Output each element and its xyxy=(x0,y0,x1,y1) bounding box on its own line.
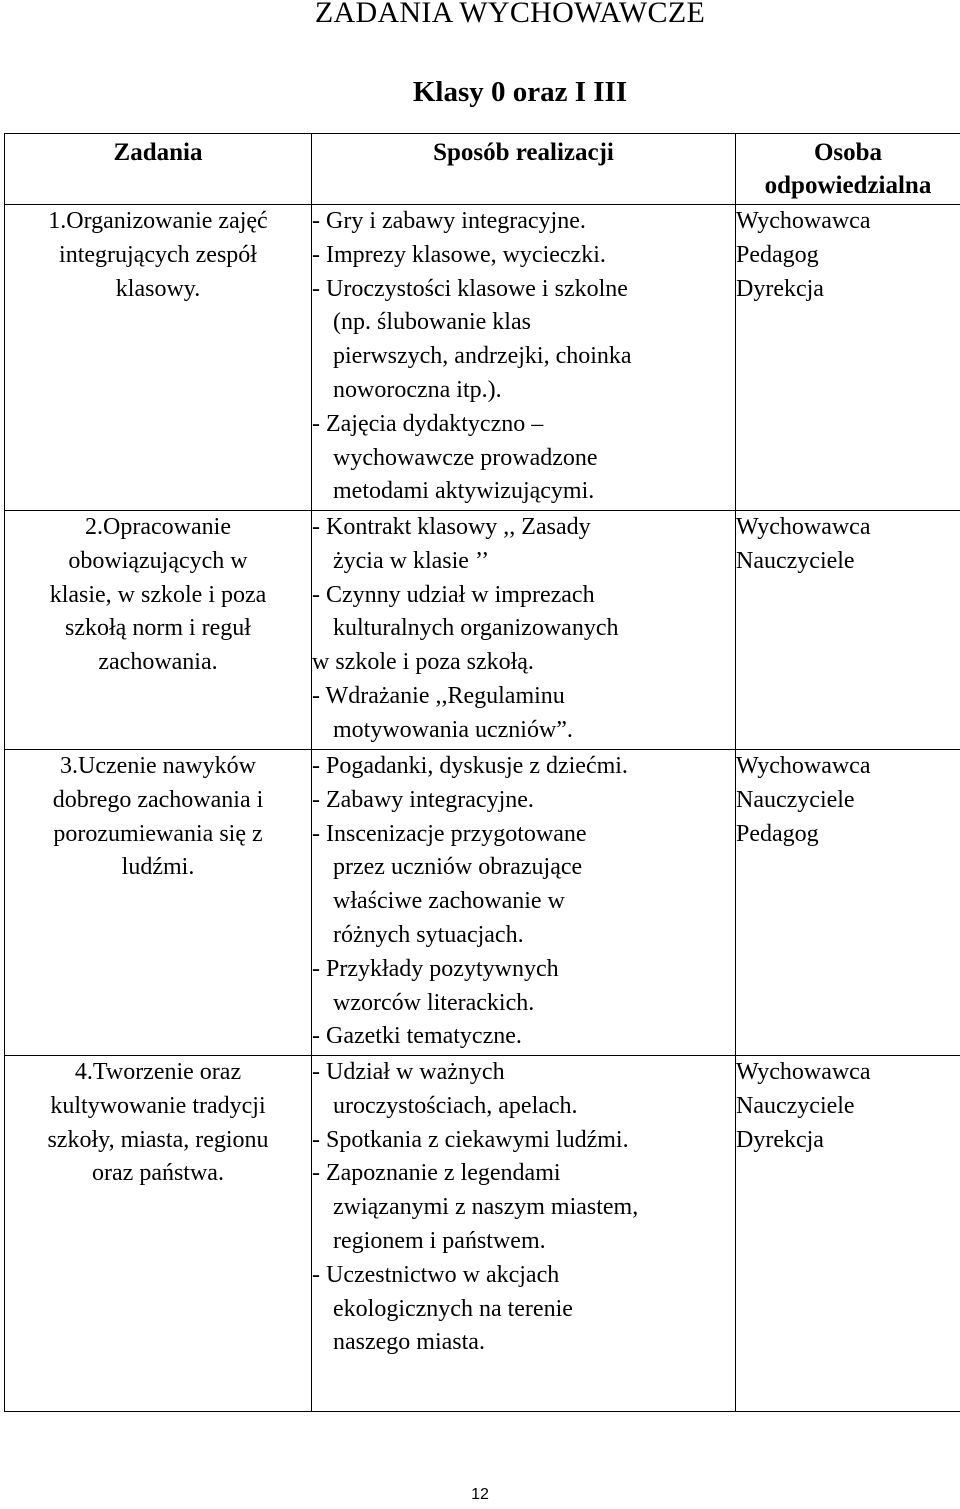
method-item xyxy=(312,408,735,509)
method-item xyxy=(312,680,735,748)
task-line: obowiązujących w xyxy=(68,547,248,574)
table-row xyxy=(5,511,960,750)
header-responsible-line2: odpowiedzialna xyxy=(764,172,932,199)
method-item xyxy=(312,511,735,579)
responsible-cell xyxy=(736,511,960,750)
methods-cell xyxy=(312,1056,736,1412)
method-text-continued: kulturalnych organizowanych xyxy=(333,615,619,642)
method-item xyxy=(312,1157,735,1258)
responsible-cell xyxy=(736,1056,960,1412)
task-line: dobrego zachowania i xyxy=(52,786,264,813)
method-text-continued: wzorców literackich. xyxy=(333,989,535,1016)
method-item xyxy=(312,750,735,784)
table-row xyxy=(5,750,960,1056)
header-methods: Sposób realizacji xyxy=(312,134,736,205)
method-item xyxy=(312,1056,735,1124)
responsible-person: Nauczyciele xyxy=(736,547,855,574)
header-responsible-line1: Osoba xyxy=(813,139,883,166)
method-text-continued: przez uczniów obrazujące xyxy=(333,854,583,881)
task-line: 4.Tworzenie oraz xyxy=(74,1059,242,1085)
method-item xyxy=(312,205,735,239)
method-item xyxy=(312,1020,735,1054)
task-line: klasowy. xyxy=(115,275,201,302)
responsible-person: Nauczyciele xyxy=(736,786,855,813)
method-text: - Uczestnictwo w akcjach xyxy=(312,1261,560,1288)
responsible-person: Pedagog xyxy=(736,820,819,847)
method-item xyxy=(312,953,735,1021)
method-text: - Czynny udział w imprezach xyxy=(312,581,595,608)
document-title xyxy=(0,0,960,30)
table-row xyxy=(5,205,960,511)
task-line: 3.Uczenie nawyków xyxy=(60,753,256,779)
methods-cell xyxy=(312,750,736,1056)
responsible-person: Dyrekcja xyxy=(736,275,824,302)
task-line: ludźmi. xyxy=(121,854,195,881)
method-item xyxy=(312,273,735,408)
header-tasks: Zadania xyxy=(5,134,312,205)
responsible-cell xyxy=(736,205,960,511)
task-cell xyxy=(5,750,312,1056)
method-text: - Gry i zabawy integracyjne. xyxy=(312,208,586,234)
task-line: szkoły, miasta, regionu xyxy=(47,1126,269,1153)
method-text: - Imprezy klasowe, wycieczki. xyxy=(312,241,606,268)
task-line: kultywowanie tradycji xyxy=(50,1092,266,1119)
method-item xyxy=(312,1124,735,1158)
method-text-continued: metodami aktywizującymi. xyxy=(333,478,595,505)
document-subtitle-text: Klasy 0 oraz I III xyxy=(412,76,628,108)
method-text-continued: noworoczna itp.). xyxy=(333,376,502,403)
table-body xyxy=(5,205,960,1412)
method-text-continued: naszego miasta. xyxy=(333,1329,485,1356)
task-line: klasie, w szkole i poza xyxy=(49,581,267,608)
responsible-person: Wychowawca xyxy=(736,208,871,234)
method-text: - Inscenizacje przygotowane xyxy=(312,820,587,847)
method-item xyxy=(312,818,735,953)
method-text-continued: uroczystościach, apelach. xyxy=(333,1092,578,1119)
method-text: - Zabawy integracyjne. xyxy=(312,786,534,813)
methods-cell xyxy=(312,511,736,750)
method-text-continued: właściwe zachowanie w xyxy=(333,888,565,915)
table-row xyxy=(5,1056,960,1412)
task-line: szkołą norm i reguł xyxy=(65,615,251,642)
responsible-person: Pedagog xyxy=(736,241,819,268)
task-line: 1.Organizowanie zajęć xyxy=(48,208,268,234)
method-text-continued: (np. ślubowanie klas xyxy=(333,309,531,336)
task-line: integrujących zespół xyxy=(59,241,257,268)
method-text: - Zapoznanie z legendami xyxy=(312,1160,561,1187)
method-text-continued: wychowawcze prowadzone xyxy=(333,444,598,471)
method-item xyxy=(312,1259,735,1360)
method-text-continued: związanymi z naszym miastem, xyxy=(333,1194,639,1221)
method-text: - Pogadanki, dyskusje z dziećmi. xyxy=(312,753,628,779)
document-subtitle xyxy=(0,76,960,109)
method-text-continued: życia w klasie ’’ xyxy=(333,547,490,574)
task-line: porozumiewania się z xyxy=(53,820,263,847)
method-text-continued: ekologicznych na terenie xyxy=(333,1295,573,1322)
method-text: - Wdrażanie ,,Regulaminu xyxy=(312,682,565,709)
method-text: - Kontrakt klasowy ,, Zasady xyxy=(312,514,591,540)
task-cell xyxy=(5,205,312,511)
method-item xyxy=(312,579,735,647)
method-text-continued: regionem i państwem. xyxy=(333,1227,546,1254)
method-item xyxy=(312,646,735,680)
task-cell xyxy=(5,1056,312,1412)
methods-cell xyxy=(312,205,736,511)
responsible-cell xyxy=(736,750,960,1056)
method-text: - Zajęcia dydaktyczno – xyxy=(312,410,544,437)
method-text: - Uroczystości klasowe i szkolne xyxy=(312,275,628,302)
task-line: oraz państwa. xyxy=(92,1160,224,1187)
method-text: - Gazetki tematyczne. xyxy=(312,1023,522,1050)
task-line: 2.Opracowanie xyxy=(85,514,231,540)
responsible-person: Dyrekcja xyxy=(736,1126,824,1153)
responsible-person: Wychowawca xyxy=(736,514,871,540)
method-item xyxy=(312,784,735,818)
task-line: zachowania. xyxy=(98,649,218,676)
method-text: w szkole i poza szkołą. xyxy=(312,649,534,676)
document-title-text: ZADANIA WYCHOWAWCZE xyxy=(314,0,706,29)
header-responsible xyxy=(736,134,960,205)
method-text-continued: różnych sytuacjach. xyxy=(333,921,524,948)
method-text: - Spotkania z ciekawymi ludźmi. xyxy=(312,1126,629,1153)
task-cell xyxy=(5,511,312,750)
responsible-person: Wychowawca xyxy=(736,1059,871,1085)
responsible-person: Nauczyciele xyxy=(736,1092,855,1119)
page-number: 12 xyxy=(471,1486,489,1503)
method-text: - Przykłady pozytywnych xyxy=(312,955,559,982)
method-item xyxy=(312,239,735,273)
tasks-table xyxy=(4,133,960,1412)
table-header-row xyxy=(5,134,960,205)
responsible-person: Wychowawca xyxy=(736,753,871,779)
method-text-continued: pierwszych, andrzejki, choinka xyxy=(333,343,632,370)
method-text: - Udział w ważnych xyxy=(312,1059,505,1085)
method-text-continued: motywowania uczniów”. xyxy=(333,716,573,743)
